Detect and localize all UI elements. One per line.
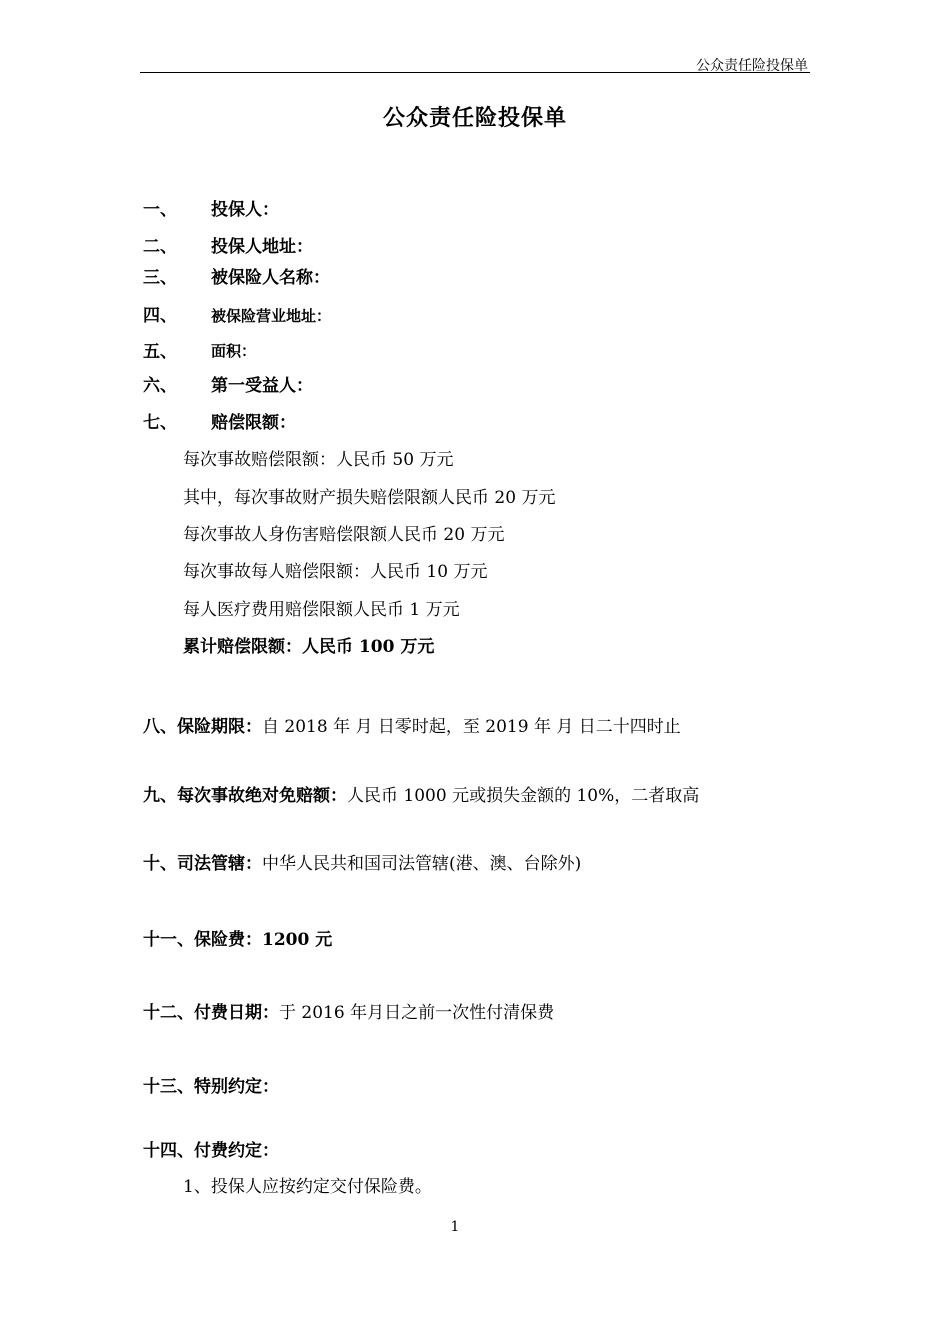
header-divider bbox=[140, 72, 810, 73]
section-payment-date bbox=[143, 998, 554, 1023]
section-label: 十一、保险费： bbox=[143, 930, 262, 950]
item-6-label: 第一受益人： bbox=[211, 376, 313, 396]
limit-line: 其中，每次事故财产损失赔偿限额人民币 20 万元 bbox=[183, 488, 556, 508]
limit-line: 每次事故人身伤害赔偿限额人民币 20 万元 bbox=[183, 525, 505, 545]
item-6-number: 六、 bbox=[143, 376, 177, 396]
section-label: 十二、付费日期： bbox=[143, 1003, 279, 1023]
section-label: 九、每次事故绝对免赔额： bbox=[143, 786, 347, 806]
section-value: 自 2018 年 月 日零时起，至 2019 年 月 日二十四时止 bbox=[262, 717, 681, 737]
item-3-label: 被保险人名称： bbox=[211, 268, 330, 288]
item-1-number: 一、 bbox=[143, 200, 177, 220]
item-7-label: 赔偿限额： bbox=[211, 413, 296, 433]
section-label: 十三、特别约定： bbox=[143, 1077, 279, 1097]
section-value: 人民币 1000 元或损失金额的 10%，二者取高 bbox=[347, 786, 700, 806]
section-special-terms bbox=[143, 1072, 279, 1097]
limit-line: 每次事故每人赔偿限额：人民币 10 万元 bbox=[183, 562, 488, 582]
running-header: 公众责任险投保单 bbox=[696, 58, 808, 74]
section-deductible bbox=[143, 781, 699, 806]
section-label: 十、司法管辖： bbox=[143, 854, 262, 874]
item-1-label: 投保人： bbox=[211, 200, 279, 220]
section-value: 中华人民共和国司法管辖(港、澳、台除外) bbox=[262, 854, 582, 874]
payment-clause: 1、投保人应按约定交付保险费。 bbox=[183, 1177, 432, 1197]
item-5-number: 五、 bbox=[143, 342, 177, 362]
section-label: 八、保险期限： bbox=[143, 717, 262, 737]
section-premium bbox=[143, 925, 332, 950]
item-4-label: 被保险营业地址： bbox=[211, 307, 332, 325]
item-2-label: 投保人地址： bbox=[211, 237, 313, 257]
section-value: 1200 元 bbox=[262, 930, 333, 950]
item-7-number: 七、 bbox=[143, 413, 177, 433]
document-title: 公众责任险投保单 bbox=[382, 105, 567, 131]
page-number: 1 bbox=[450, 1219, 460, 1235]
section-value: 于 2016 年月日之前一次性付清保费 bbox=[279, 1003, 555, 1023]
limit-line: 每次事故赔偿限额：人民币 50 万元 bbox=[183, 450, 454, 470]
limit-line: 每人医疗费用赔偿限额人民币 1 万元 bbox=[183, 600, 460, 620]
item-5-label: 面积： bbox=[211, 342, 257, 360]
item-3-number: 三、 bbox=[143, 268, 177, 288]
item-2-number: 二、 bbox=[143, 237, 177, 257]
section-insurance-period bbox=[143, 712, 681, 737]
cumulative-limit: 累计赔偿限额：人民币 100 万元 bbox=[183, 637, 435, 657]
section-label: 十四、付费约定： bbox=[143, 1141, 279, 1161]
section-payment-terms bbox=[143, 1136, 279, 1161]
section-jurisdiction bbox=[143, 849, 581, 874]
item-4-number: 四、 bbox=[143, 306, 177, 326]
